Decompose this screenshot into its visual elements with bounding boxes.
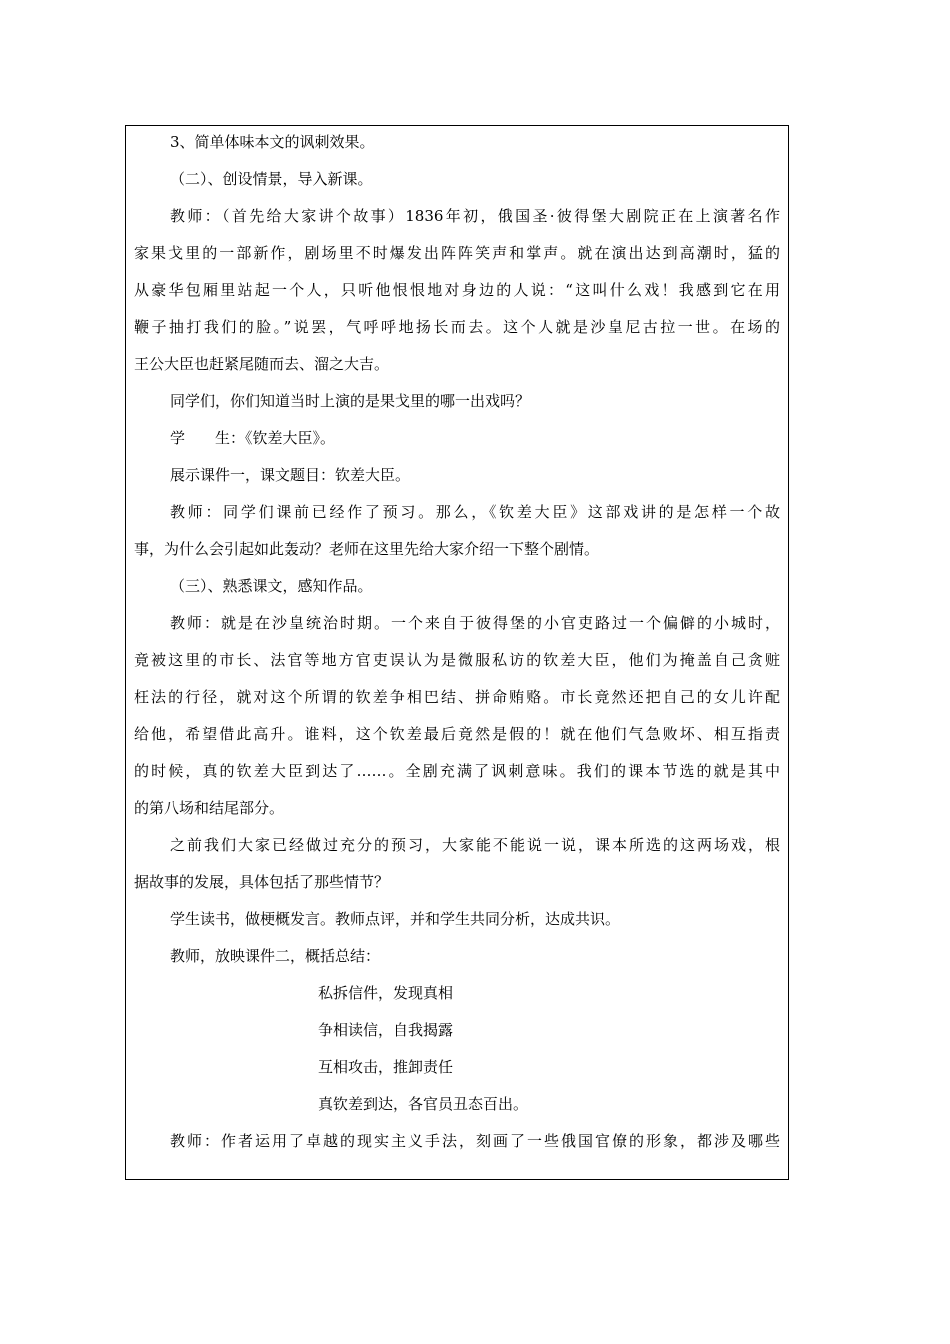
text-line: 鞭子抽打我们的脸。”说罢，气呼呼地扬长而去。这个人就是沙皇尼古拉一世。在场的 bbox=[134, 318, 780, 336]
text-line: 3、简单体味本文的讽刺效果。 bbox=[170, 133, 375, 151]
text-line: 从豪华包厢里站起一个人，只听他恨恨地对身边的人说：“这叫什么戏！我感到它在用 bbox=[134, 281, 780, 299]
text-line: 据故事的发展，具体包括了那些情节？ bbox=[134, 873, 390, 891]
text-line: 给他，希望借此高升。谁料，这个钦差最后竟然是假的！就在他们气急败坏、相互指责 bbox=[134, 725, 780, 743]
summary-item: 争相读信，自我揭露 bbox=[318, 1021, 454, 1039]
text-line: 学 生：《钦差大臣》。 bbox=[170, 429, 336, 447]
text-line: 的第八场和结尾部分。 bbox=[134, 799, 285, 817]
text-line: 教师：作者运用了卓越的现实主义手法，刻画了一些俄国官僚的形象，都涉及哪些 bbox=[170, 1132, 780, 1150]
text-line: 家果戈里的一部新作，剧场里不时爆发出阵阵笑声和掌声。就在演出达到高潮时，猛的 bbox=[134, 244, 780, 262]
text-line: 竟被这里的市长、法官等地方官吏误认为是微服私访的钦差大臣，他们为掩盖自己贪赃 bbox=[134, 651, 780, 669]
text-line: 同学们，你们知道当时上演的是果戈里的哪一出戏吗？ bbox=[170, 392, 531, 410]
section-heading: （三）、熟悉课文，感知作品。 bbox=[170, 577, 373, 595]
text-line: 王公大臣也赶紧尾随而去、溜之大吉。 bbox=[134, 355, 390, 373]
text-line: 之前我们大家已经做过充分的预习，大家能不能说一说，课本所选的这两场戏，根 bbox=[170, 836, 780, 854]
text-line: 的时候，真的钦差大臣到达了……。全剧充满了讽刺意味。我们的课本节选的就是其中 bbox=[134, 762, 780, 780]
text-line: 教师：（首先给大家讲个故事）1836年初，俄国圣·彼得堡大剧院正在上演著名作 bbox=[170, 207, 780, 225]
summary-item: 私拆信件，发现真相 bbox=[318, 984, 454, 1002]
text-line: 学生读书，做梗概发言。教师点评，并和学生共同分析，达成共识。 bbox=[170, 910, 621, 928]
document-table-cell bbox=[125, 125, 789, 1180]
summary-item: 互相攻击，推卸责任 bbox=[318, 1058, 454, 1076]
text-line: 教师：就是在沙皇统治时期。一个来自于彼得堡的小官吏路过一个偏僻的小城时， bbox=[170, 614, 780, 632]
text-line: 事，为什么会引起如此轰动？老师在这里先给大家介绍一下整个剧情。 bbox=[134, 540, 600, 558]
document-body bbox=[134, 135, 780, 1171]
text-line: 展示课件一，课文题目：钦差大臣。 bbox=[170, 466, 411, 484]
text-line: 枉法的行径，就对这个所谓的钦差争相巴结、拼命贿赂。市长竟然还把自己的女儿许配 bbox=[134, 688, 780, 706]
text-line: 教师：同学们课前已经作了预习。那么，《钦差大臣》这部戏讲的是怎样一个故 bbox=[170, 503, 780, 521]
text-line: 教师，放映课件二，概括总结： bbox=[170, 947, 381, 965]
section-heading: （二）、创设情景，导入新课。 bbox=[170, 170, 373, 188]
summary-item: 真钦差到达，各官员丑态百出。 bbox=[318, 1095, 529, 1113]
